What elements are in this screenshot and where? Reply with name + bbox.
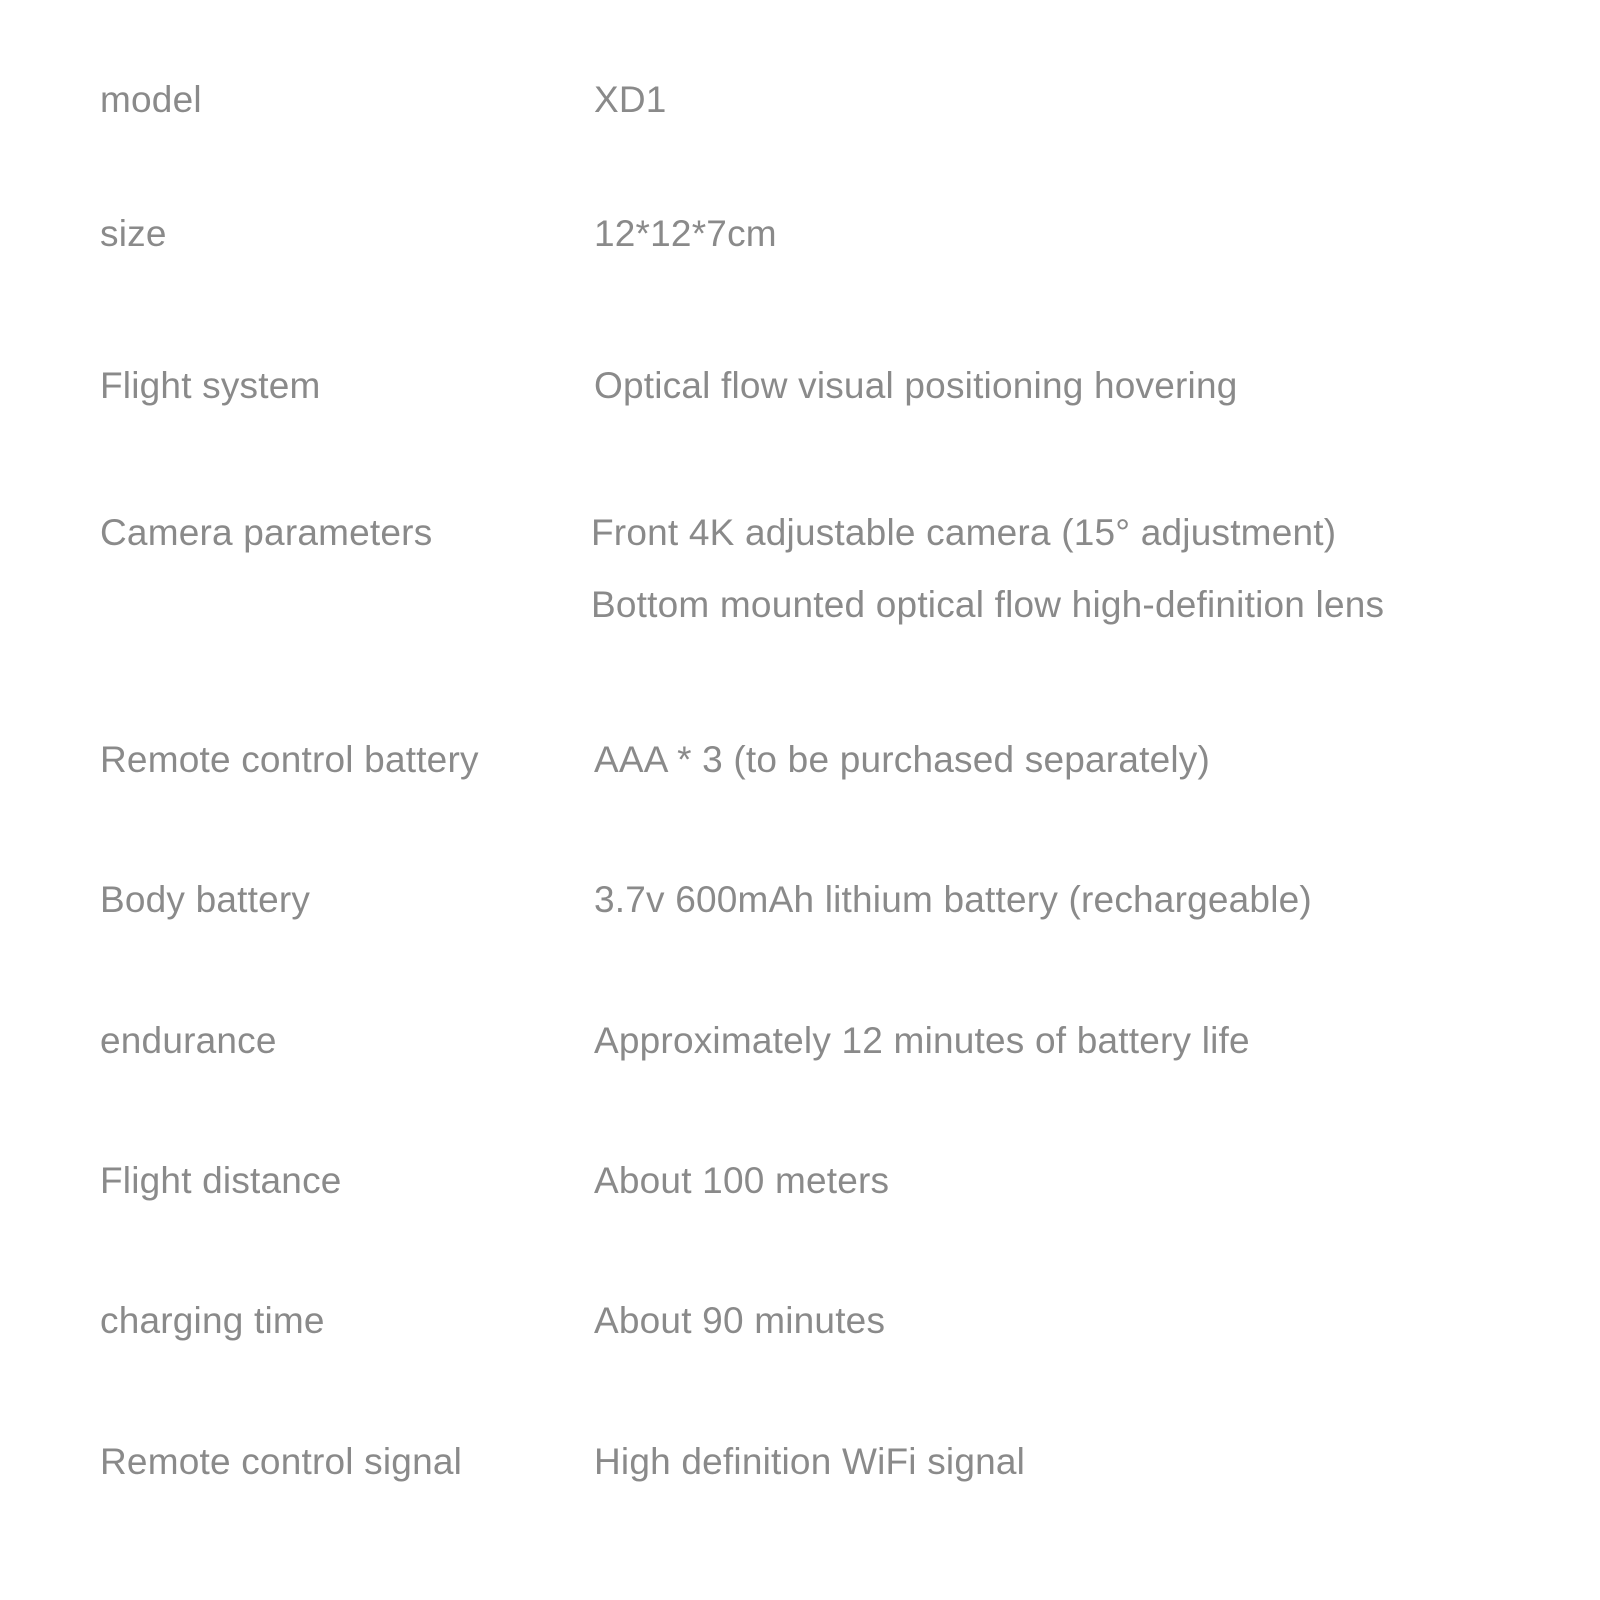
spec-label: Camera parameters [100,512,433,553]
spec-label: Remote control signal [100,1441,463,1482]
spec-value: About 100 meters [594,1160,890,1201]
spec-value: High definition WiFi signal [594,1441,1026,1482]
spec-label: size [100,213,167,254]
spec-label: endurance [100,1020,277,1061]
spec-label: Body battery [100,879,311,920]
spec-value-line: Bottom mounted optical flow high-definition lens [591,584,1385,625]
spec-value: XD1 [594,79,667,120]
spec-value [591,511,1384,655]
spec-value: 12*12*7cm [594,213,777,254]
spec-value: 3.7v 600mAh lithium battery (rechargeable) [594,879,1312,920]
spec-value-line: Front 4K adjustable camera (15° adjustment) [591,512,1337,553]
spec-value: Approximately 12 minutes of battery life [594,1020,1250,1061]
spec-label: Remote control battery [100,739,479,780]
spec-label: charging time [100,1300,325,1341]
spec-value: About 90 minutes [594,1300,886,1341]
spec-label: Flight distance [100,1160,342,1201]
spec-label: Flight system [100,365,321,406]
spec-value: Optical flow visual positioning hovering [594,365,1238,406]
spec-label: model [100,79,202,120]
spec-value: AAA * 3 (to be purchased separately) [594,739,1211,780]
